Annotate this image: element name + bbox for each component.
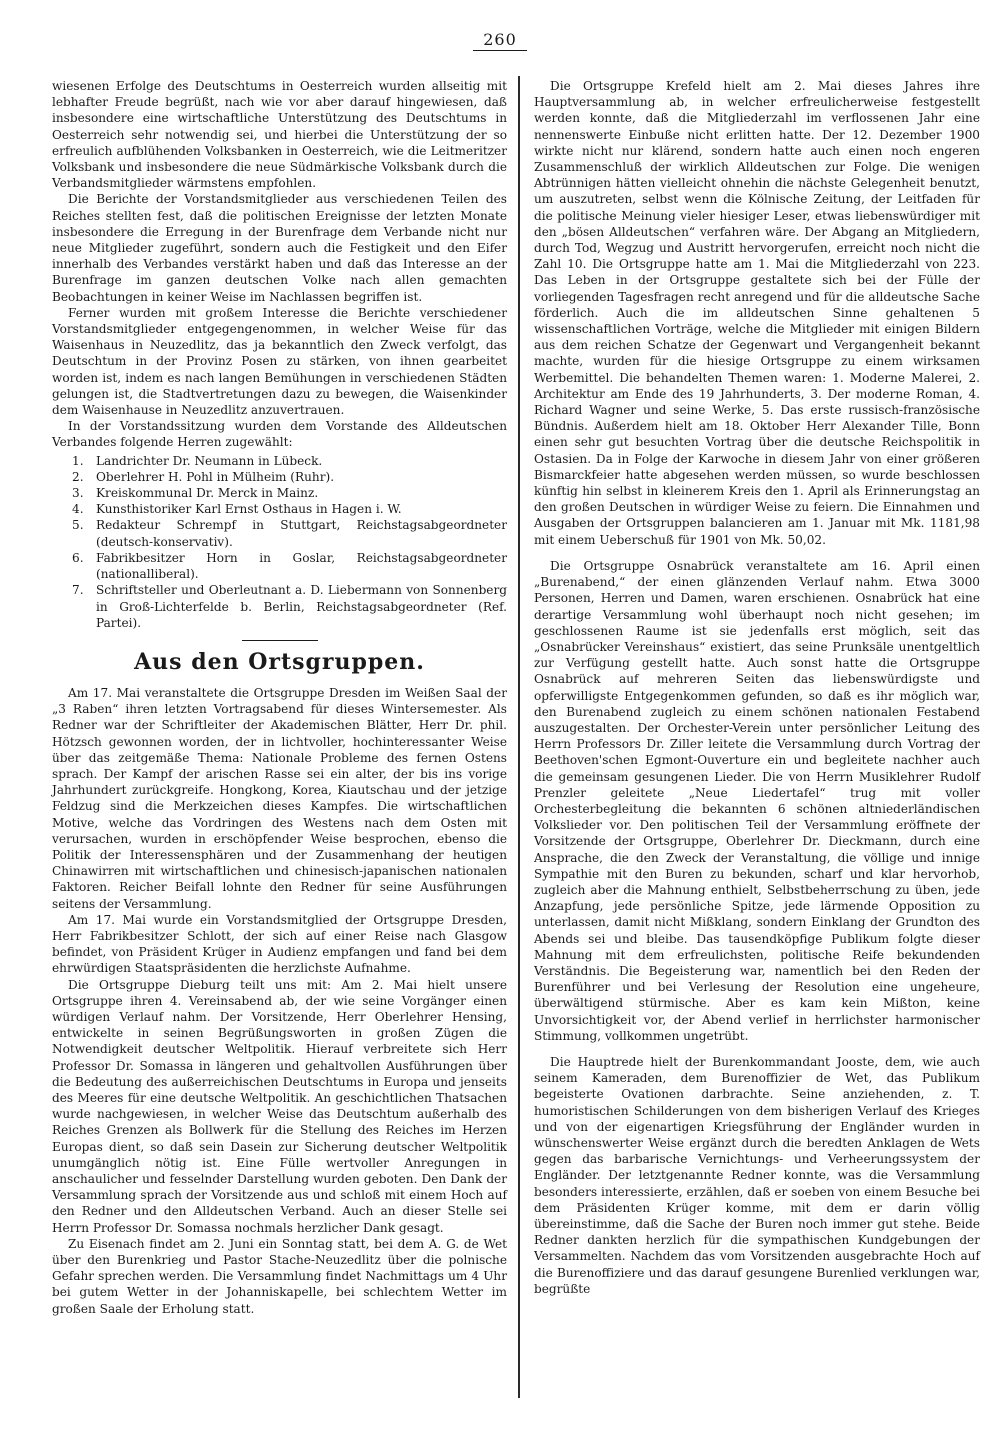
- paragraph-gap: [534, 548, 980, 558]
- left-column: [52, 78, 507, 1317]
- list-item: 4. Kunsthistoriker Karl Ernst Osthaus in Hagen i. W.: [72, 502, 402, 517]
- section-heading: Aus den Ortsgruppen.: [134, 648, 425, 675]
- paragraph: wiesenen Erfolge des Deutschtums in Oesterreich wurden allseitig mit lebhafter Freude begrüßt, nach wie vor aber darauf hingewiesen, daß insbesondere eine wirtschaftliche Unterstützung des Deutschtums in Oesterreich sehr notwendig sei, und hierbei die Unterstützung der so erfreulich aufblühenden Volksbanken in Oesterreich, wie die Leitmeritzer Volksbank und insbesondere die neue Südmärkische Volksbank durch die Verbandsmitglieder wärmstens empfohlen.: [52, 79, 507, 191]
- paragraph: Die Ortsgruppe Osnabrück veranstaltete am 16. April einen „Burenabend,“ der einen glänzenden Verlauf nahm. Etwa 3000 Personen, Herren und Damen, waren erschienen. Osnabrück hat eine derartige Versammlung wohl überhaupt noch nicht gesehen; im geschlossenen Raume ist sie jedenfalls erst möglich, seit das „Osnabrücker Vereinshaus“ existiert, das seine Prunksäle unentgeltlich zur Verfügung gestellt hatte. Auch sonst hatte die Ortsgruppe Osnabrück auf mehreren Seiten das liebenswürdigste und opferwilligste Entgegenkommen gefunden, so daß es ihr möglich war, den Burenabend zugleich zu einem schönen nationalen Festabend auszugestalten. Der Orchester-Verein unter persönlicher Leitung des Herrn Professors Dr. Ziller leitete die Versammlung durch Vortrag der Beethoven'schen Egmont-Ouverture ein und begleitete nachher auch die gemeinsam gesungenen Lieder. Die von Herrn Musiklehrer Rudolf Prenzler geleitete „Neue Liedertafel“ trug mit voller Orchesterbegleitung die bekannten 6 schönen altniederländischen Volkslieder vor. Den politischen Teil der Versammlung eröffnete der Vorsitzende der Ortsgruppe, Oberlehrer Dr. Dieckmann, durch eine Ansprache, die den Zweck der Veranstaltung, die völlige und innige Sympathie mit den Buren zu bekunden, scharf und klar hervorhob, zugleich aber die Mahnung enthielt, Selbstbeherrschung zu üben, jede Anzapfung, jede persönliche Spitze, jede lärmende Opposition zu unterlassen, damit nicht Mißklang, sondern Einklang der Grundton des Abends sei und bleibe. Das tausendköpfige Publikum folgte dieser Mahnung mit dem erfreulichsten, politische Reife bekundenden Verständnis. Die Begeisterung war, namentlich bei den Reden der Burenführer und bei Verlesung der Resolution eine ungeheure, überwältigend stürmische. Aber es kam kein Mißton, keine Unvorsichtigkeit vor, der Abend verlief in herrlichster harmonischer Stimmung, vollkommen ungetrübt.: [534, 558, 980, 1043]
- list-item: 6. Fabrikbesitzer Horn in Goslar, Reichstagsabgeordneter (nationalliberal).: [72, 550, 507, 582]
- paragraph: Am 17. Mai wurde ein Vorstandsmitglied der Ortsgruppe Dresden, Herr Fabrikbesitzer Schlott, der sich auf einer Reise nach Glasgow befindet, von Präsident Krüger in Audienz empfangen und fand bei dem ehrwürdigen Staatspräsidenten die herzlichste Aufnahme.: [52, 912, 507, 976]
- paragraph-gap: [534, 1044, 980, 1054]
- page-number: 260: [0, 30, 1000, 51]
- list-item: 5. Redakteur Schrempf in Stuttgart, Reichstagsabgeordneter (deutsch-konservativ).: [72, 518, 507, 549]
- paragraph: Am 17. Mai veranstaltete die Ortsgruppe Dresden im Weißen Saal der „3 Raben“ ihren letzten Vortragsabend für dieses Wintersemester. Als Redner war der Schriftleiter der Akademischen Blätter, Herr Dr. phil. Hötzsch gewonnen worden, der in lichtvoller, hochinteressanter Weise über das zeitgemäße Thema: Nationale Probleme des fernen Ostens sprach. Der Kampf der arischen Rasse sei ein alter, der bis ins vorige Jahrhundert zurückgreife. Hongkong, Korea, Kiautschau und der jetzige Feldzug sind die Merkzeichen dieses Kampfes. Die wirtschaftlichen Motive, welche das Vordringen des Westens nach dem Osten mit verursachen, wurden in erschöpfender Weise besprochen, ebenso die Politik der Interessensphären und der Zusammenhang der heutigen Chinawirren mit wirtschaftlichen und chinesisch-japanischen nationalen Faktoren. Reicher Beifall lohnte den Redner für seine Ausführungen seitens der Versammlung.: [52, 685, 507, 911]
- column-divider: [518, 76, 520, 1398]
- list-item: 2. Oberlehrer H. Pohl in Mülheim (Ruhr).: [72, 469, 335, 484]
- paragraph: In der Vorstandssitzung wurden dem Vorstande des Alldeutschen Verbandes folgende Herren zugewählt:: [52, 419, 507, 450]
- paragraph: Die Hauptrede hielt der Burenkommandant Jooste, dem, wie auch seinem Kameraden, dem Burenoffizier de Wet, das Publikum begeisterte Ovationen darbrachte. Seine anziehenden, z. T. humoristischen Schilderungen von dem bisherigen Verlauf des Krieges und von der eigenartigen Kriegsführung der Engländer wurden in wünschenswerter Weise ergänzt durch die beredten Anklagen de Wets gegen das barbarische Vernichtungs- und Verheerungssystem der Engländer. Der letztgenannte Redner konnte, was die Versammlung besonders interessierte, erzählen, daß er soeben von einem Besuche bei dem Präsidenten Krüger komme, mit dem er darin völlig übereinstimme, daß die Sache der Buren noch immer gut stehe. Beide Redner dankten herzlich für die sympathischen Kundgebungen der Versammelten. Nachdem das vom Vorsitzenden ausgebrachte Hoch auf die Burenoffiziere und das darauf gesungene Burenlied verklungen war, begrüßte: [534, 1054, 980, 1296]
- paragraph: Die Berichte der Vorstandsmitglieder aus verschiedenen Teilen des Reiches stellten fest, daß die politischen Ereignisse der letzten Monate insbesondere die Erregung in der Burenfrage dem Verbande nicht nur neue Mitglieder zugeführt, sondern auch die Festigkeit und den Eifer innerhalb des Verbandes verstärkt haben und daß das Interesse an der Burenfrage im ganzen deutschen Volke nach allen gemachten Beobachtungen in keiner Weise im Nachlassen begriffen ist.: [52, 192, 507, 304]
- right-column: [534, 78, 980, 1297]
- list-item: 7. Schriftsteller und Oberleutnant a. D. Liebermann von Sonnenberg in Groß-Lichterfelde b. Berlin, Reichstagsabgeordneter (Ref. Partei).: [72, 583, 507, 630]
- paragraph: Die Ortsgruppe Dieburg teilt uns mit: Am 2. Mai hielt unsere Ortsgruppe ihren 4. Vereinsabend ab, der wie seine Vorgänger einen würdigen Verlauf nahm. Der Vorsitzende, Herr Oberlehrer Hensing, entwickelte in seinen Begrüßungsworten in großen Zügen die Notwendigkeit deutscher Weltpolitik. Hierauf verbreitete sich Herr Professor Dr. Somassa in längeren und gehaltvollen Ausführungen über die Bedeutung des außerreichischen Deutschtums in Europa und jenseits des Meeres für eine deutsche Weltpolitik. An geschichtlichen Thatsachen wurde nachgewiesen, in welcher Weise das Deutschtum außerhalb des Reiches Grenzen als Bollwerk für die Stellung des Reiches im Herzen Europas dient, so daß sein Dasein zur Sicherung deutscher Weltpolitik unumgänglich nötig ist. Eine Fülle wertvoller Anregungen in anschaulicher und fesselnder Darstellung wurden geboten. Den Dank der Versammlung sprach der Vorsitzende aus und schloß mit einem Hoch auf den Redner und den Alldeutschen Verband. Auch an dieser Stelle sei Herrn Professor Dr. Somassa nochmals herzlicher Dank gesagt.: [52, 977, 507, 1235]
- board-members-list: [52, 453, 507, 631]
- list-item: 3. Kreiskommunal Dr. Merck in Mainz.: [72, 486, 319, 501]
- paragraph: Ferner wurden mit großem Interesse die Berichte verschiedener Vorstandsmitglieder entgegengenommen, in welcher Weise für das Waisenhaus in Neuzedlitz, das ja bekanntlich den Zweck verfolgt, das Deutschtum in der Provinz Posen zu stärken, von ihnen gearbeitet worden ist, indem es nach langen Bemühungen in verschiedenen Städten gelungen ist, die Stadtvertretungen dazu zu bewegen, die Waisenkinder dem Waisenhause in Neuzedlitz anzuvertrauen.: [52, 305, 507, 418]
- paragraph: Die Ortsgruppe Krefeld hielt am 2. Mai dieses Jahres ihre Hauptversammlung ab, in welcher erfreulicherweise festgestellt werden konnte, daß die Mitgliederzahl im verflossenen Jahr eine nennenswerte Einbuße nicht erlitten hatte. Der 12. Dezember 1900 wirkte nicht nur klärend, sondern hatte auch einen noch engeren Zusammenschluß der wirklich Alldeutschen zur Folge. Die wenigen Abtrünnigen hätten vielleicht ohnehin die nächste Gelegenheit benutzt, um auszutreten, selbst wenn die Kölnische Zeitung, der Leitfaden für die politische Meinung vieler hiesiger Leser, etwas liebenswürdiger mit den „bösen Alldeutschen“ verfahren wäre. Der Abgang an Mitgliedern, durch Tod, Wegzug und Austritt hervorgerufen, erreicht noch nicht die Zahl 10. Die Ortsgruppe hatte am 1. Mai die Mitgliederzahl von 223. Das Leben in der Ortsgruppe gestaltete sich bei der Fülle der vorliegenden Tagesfragen recht anregend und für die alldeutsche Sache förderlich. Auch die im alldeutschen Sinne gehaltenen 5 wissenschaftlichen Vorträge, welche die Mitglieder mit einigen Bildern aus dem reichen Schatze der Gegenwart und Vergangenheit bekannt machte, wurden für die hiesige Ortsgruppe zu einem wirksamen Werbemittel. Die behandelten Themen waren: 1. Moderne Malerei, 2. Architektur am Ende des 19 Jahrhunderts, 3. Der moderne Roman, 4. Richard Wagner und seine Werke, 5. Das erste russisch-französische Bündnis. Außerdem hielt am 18. Oktober Herr Alexander Tille, Bonn einen sehr gut besuchten Vortrag über die deutsche Reichspolitik in Ostasien. Da in Folge der Karwoche in diesem Jahr von einer größeren Bismarckfeier hatte abgesehen werden müssen, so wurde beschlossen künftig hin selbst in kleinerem Kreis den 1. April als Erinnerungstag an den großen Deutschen in würdiger Weise zu feiern. Die Einnahmen und Ausgaben der Ortsgruppen balancieren am 1. Januar mit Mk. 1181,98 mit einem Ueberschuß für 1901 von Mk. 50,02.: [534, 79, 980, 547]
- paragraph: Zu Eisenach findet am 2. Juni ein Sonntag statt, bei dem A. G. de Wet über den Burenkrieg und Pastor Stache-Neuzedlitz über die polnische Gefahr sprechen werden. Die Versammlung findet Nachmittags um 4 Uhr bei gutem Wetter in der Johanniskapelle, bei schlechtem Wetter im großen Saale der Erholung statt.: [52, 1236, 507, 1316]
- list-item: 1. Landrichter Dr. Neumann in Lübeck.: [72, 453, 323, 468]
- section-divider: [242, 640, 318, 641]
